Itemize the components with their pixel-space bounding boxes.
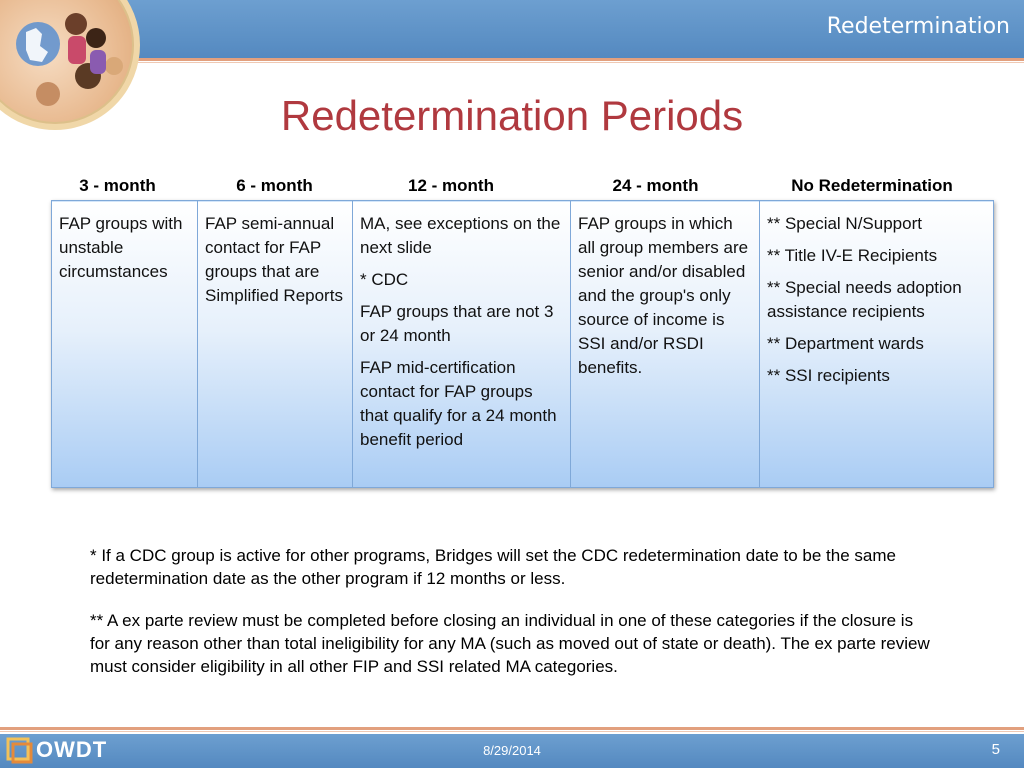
- cell-text: ** Special needs adoption assistance recipients: [767, 278, 962, 321]
- cell-6-month: [198, 201, 353, 488]
- redetermination-table: [51, 200, 994, 488]
- cell-no-redetermination: [760, 201, 994, 488]
- column-heading-no-redetermination: No Redetermination: [791, 176, 953, 195]
- column-heading-12-month: 12 - month: [408, 176, 494, 195]
- column-heading-3-month: 3 - month: [79, 176, 156, 195]
- cell-text: * CDC: [360, 270, 409, 289]
- cell-12-month: [353, 201, 571, 488]
- cell-text: ** Department wards: [767, 334, 924, 353]
- cell-text: ** SSI recipients: [767, 366, 890, 385]
- footnote-cdc: * If a CDC group is active for other programs, Bridges will set the CDC redetermination date to be the same redetermination date as the other program if 12 months or less.: [90, 546, 896, 588]
- page-number: 5: [991, 741, 1000, 758]
- cell-text: FAP groups with unstable circumstances: [59, 214, 183, 281]
- column-heading-6-month: 6 - month: [236, 176, 313, 195]
- cell-text: MA, see exceptions on the next slide: [360, 214, 561, 257]
- cell-text: ** Special N/Support: [767, 214, 922, 233]
- cell-text: FAP semi-annual contact for FAP groups that are Simplified Reports: [205, 214, 343, 305]
- footnote-ex-parte: ** A ex parte review must be completed before closing an individual in one of these categories if the closure is for any reason other than total ineligibility for any MA (such as moved out of state or death). The ex parte review must consider eligibility in all other FIP and SSI related MA categories.: [90, 611, 930, 676]
- cell-text: FAP groups in which all group members are senior and/or disabled and the group's only source of income is SSI and/or RSDI benefits.: [578, 214, 749, 377]
- column-heading-24-month: 24 - month: [612, 176, 699, 195]
- page-title: Redetermination Periods: [280, 92, 744, 139]
- cell-text: ** Title IV-E Recipients: [767, 246, 938, 265]
- owdt-logo-text: OWDT: [36, 737, 108, 762]
- cell-text: FAP mid-certification contact for FAP groups that qualify for a 24 month benefit period: [360, 358, 557, 449]
- header-divider: [0, 58, 1024, 61]
- table-row: [52, 201, 994, 488]
- cell-3-month: [52, 201, 198, 488]
- cell-24-month: [571, 201, 760, 488]
- section-label: Redetermination: [826, 14, 1010, 39]
- footer-date: 8/29/2014: [483, 743, 541, 758]
- header-divider-thin: [0, 62, 1024, 63]
- footer-divider: [0, 727, 1024, 730]
- cell-text: FAP groups that are not 3 or 24 month: [360, 302, 554, 345]
- footer-divider-thin: [0, 731, 1024, 732]
